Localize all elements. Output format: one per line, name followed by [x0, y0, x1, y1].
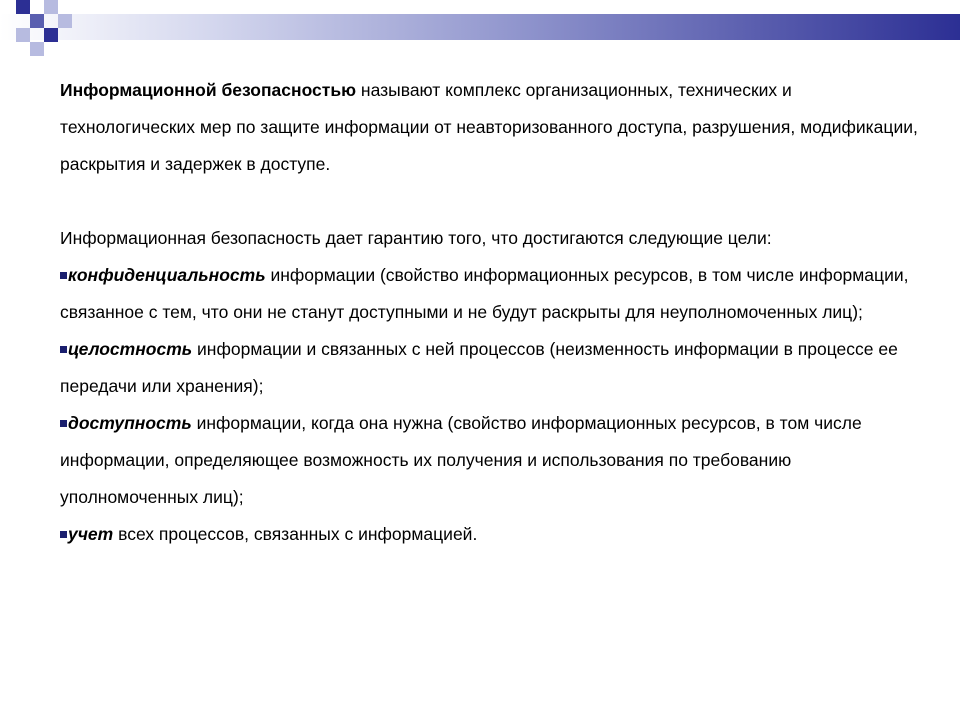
decor-square-6	[44, 28, 58, 42]
definition-term: Информационной безопасностью	[60, 80, 357, 100]
bullet-term: целостность	[68, 339, 193, 359]
decor-square-7	[30, 42, 44, 56]
decor-square-4	[58, 14, 72, 28]
paragraph-spacer	[60, 183, 920, 220]
square-bullet-icon	[60, 531, 67, 538]
bullet-item-confidentiality	[60, 257, 920, 331]
bullet-term: учет	[68, 524, 114, 544]
bullet-text: информации и связанных с ней процессов (неизменность информации в процессе ее передачи или хранения);	[60, 339, 898, 396]
decor-square-3	[30, 14, 44, 28]
bullet-item-accounting	[60, 516, 920, 553]
bullet-item-availability	[60, 405, 920, 516]
bullet-term: доступность	[68, 413, 192, 433]
square-bullet-icon	[60, 346, 67, 353]
square-bullet-icon	[60, 272, 67, 279]
slide-body	[60, 72, 920, 553]
bullet-term: конфиденциальность	[68, 265, 266, 285]
decor-square-1	[16, 0, 30, 14]
decor-square-2	[44, 0, 58, 14]
decor-square-5	[16, 28, 30, 42]
bullet-text: информации (свойство информационных ресурсов, в том числе информации, связанное с тем, что они не станут доступными и не будут раскрыты для неуполномоченных лиц);	[60, 265, 909, 322]
square-bullet-icon	[60, 420, 67, 427]
bullet-text: всех процессов, связанных с информацией.	[113, 524, 478, 544]
definition-text: называют комплекс организационных, технических и технологических мер по защите информации от неавторизованного доступа, разрушения, модификации, раскрытия и задержек в доступе.	[60, 80, 918, 174]
definition-paragraph	[60, 72, 920, 183]
bullet-text: информации, когда она нужна (свойство информационных ресурсов, в том числе информации, определяющее возможность их получения и использования по требованию уполномоченных лиц);	[60, 413, 862, 507]
header-gradient-bar	[0, 14, 960, 40]
goals-intro: Информационная безопасность дает гарантию того, что достигаются следующие цели:	[60, 228, 772, 248]
bullet-item-integrity	[60, 331, 920, 405]
